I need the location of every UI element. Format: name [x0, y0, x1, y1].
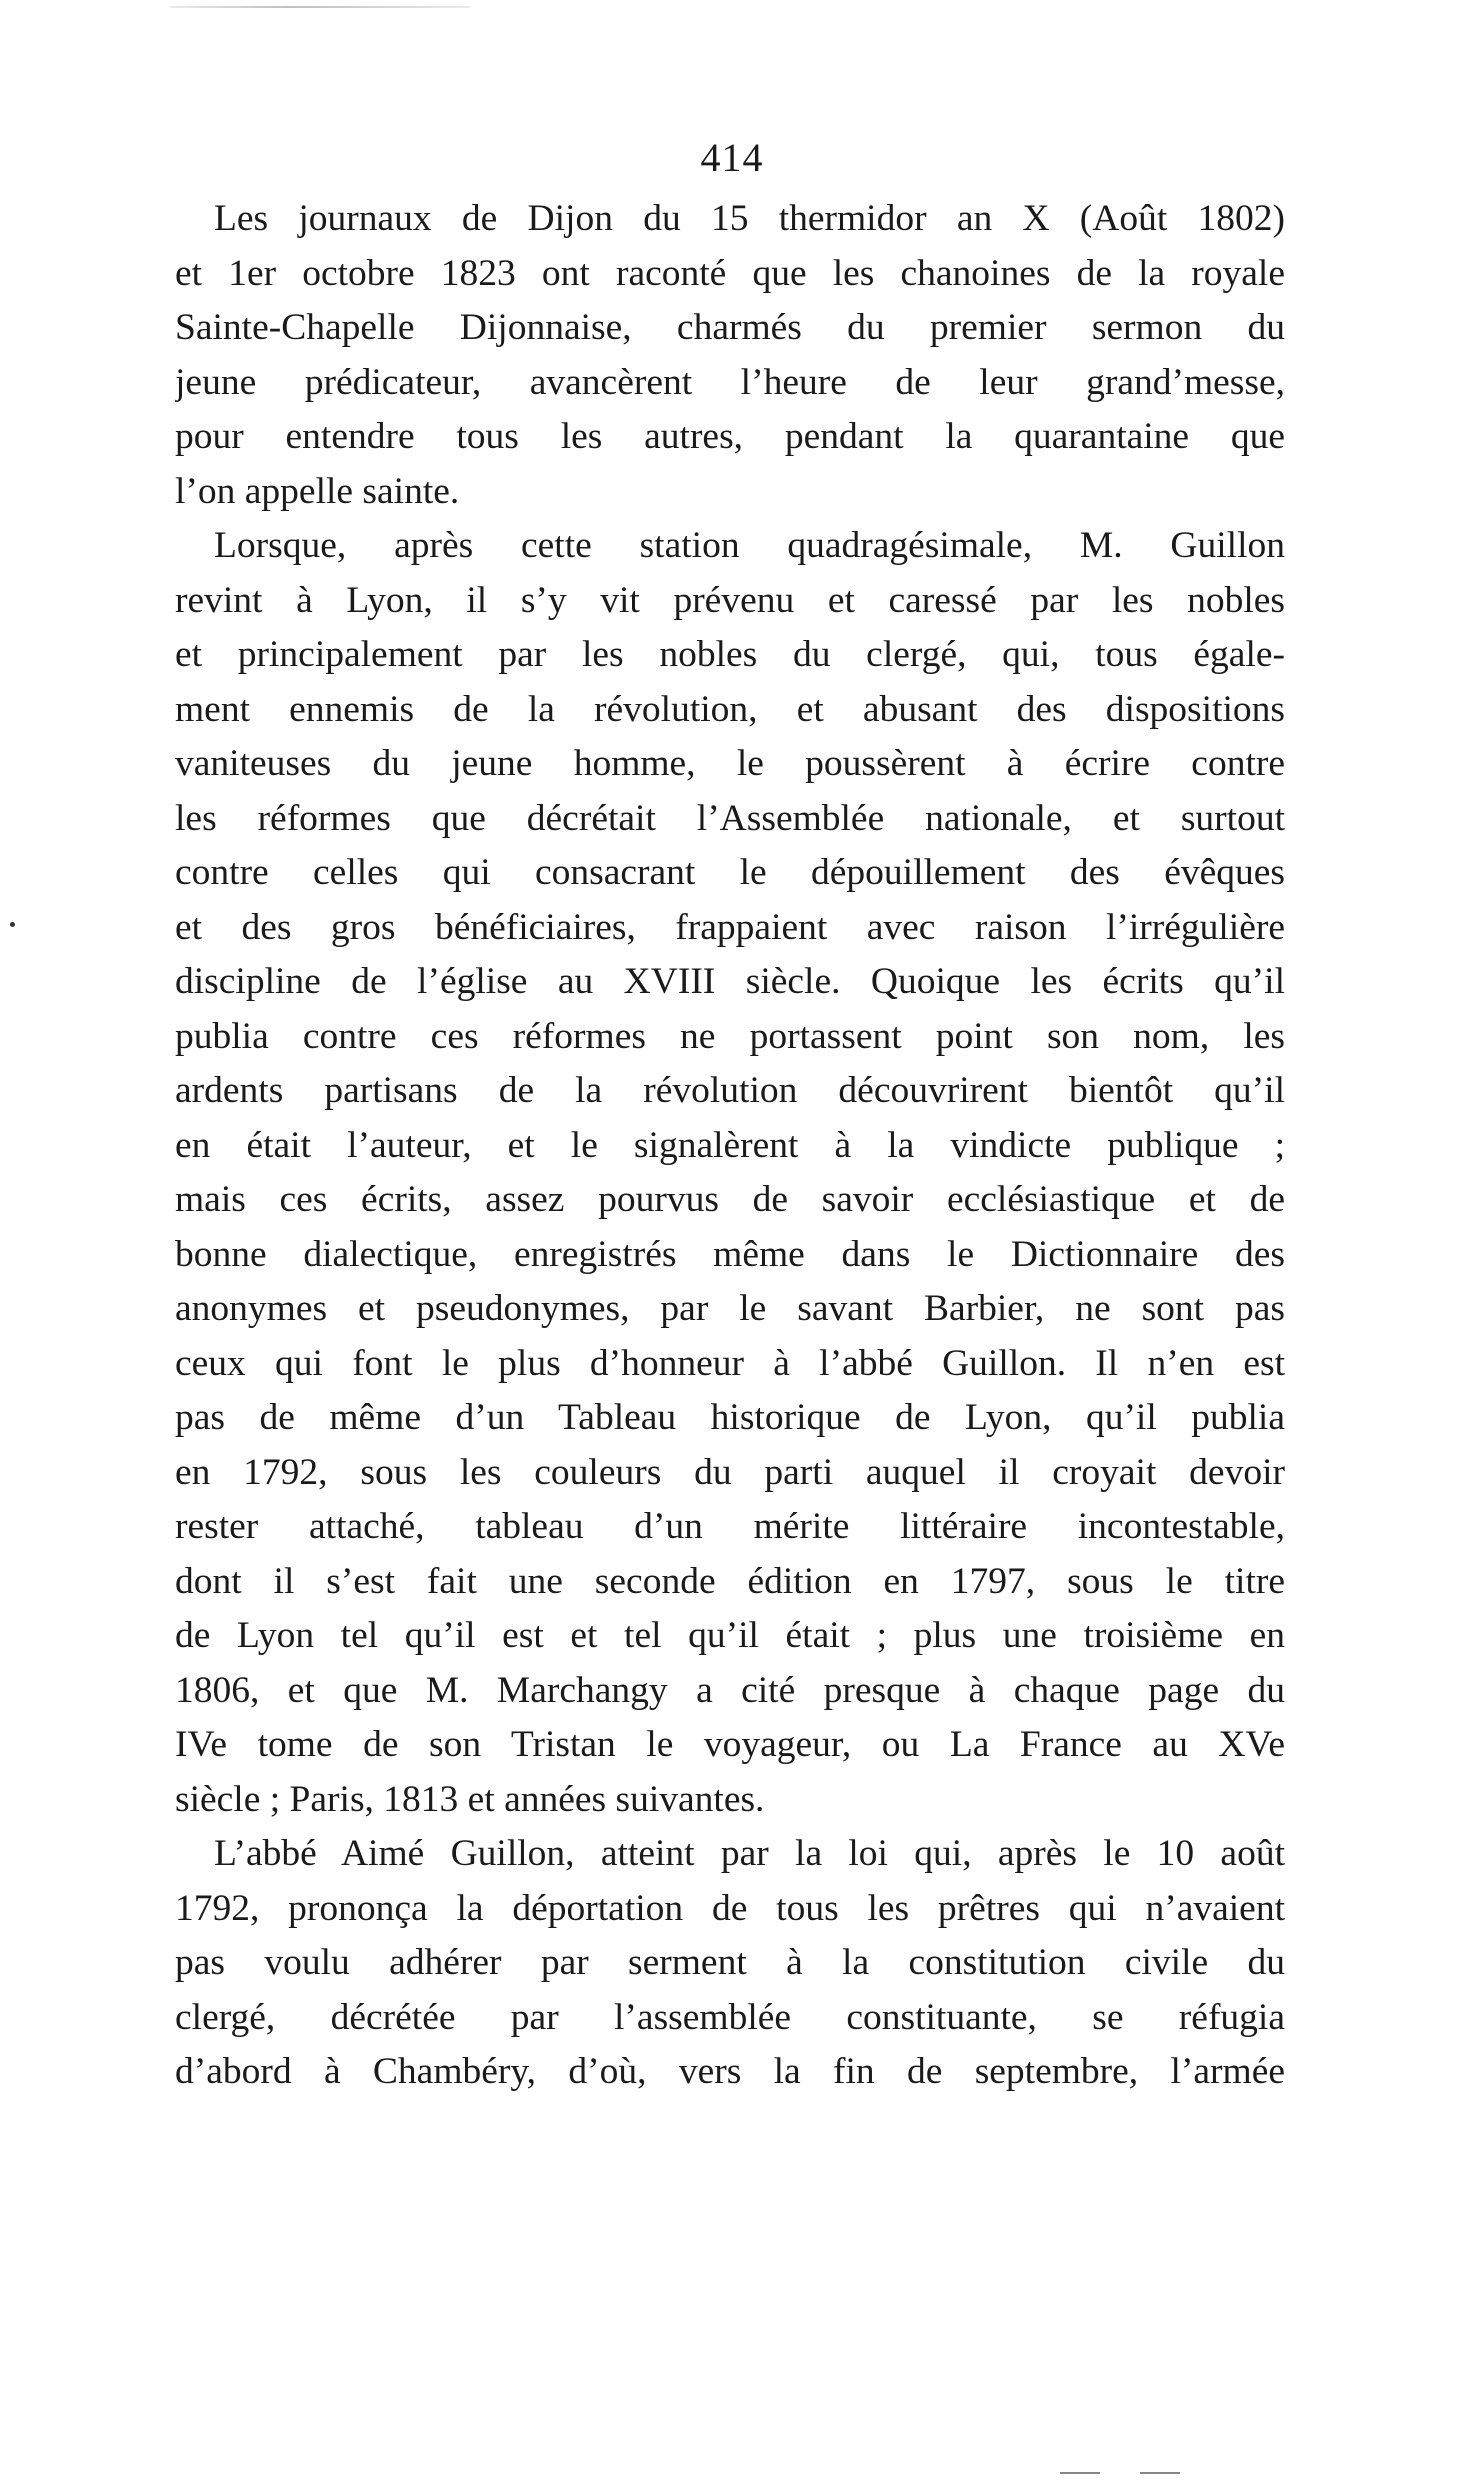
text-line: les réformes que décrétait l’Assemblée nationale, et surtout: [175, 797, 1285, 839]
bottom-rule: [1140, 2472, 1180, 2474]
text-line: contre celles qui consacrant le dépouillement des évêques: [175, 852, 1285, 893]
text-line: ardents partisans de la révolution découvrirent bientôt qu’il: [175, 1070, 1285, 1111]
paragraph-1: [175, 192, 1285, 519]
text-line: discipline de l’église au XVIII siècle. Quoique les écrits qu’il: [175, 961, 1285, 1002]
text-line: ceux qui font le plus d’honneur à l’abbé Guillon. Il n’en est: [175, 1342, 1285, 1384]
text-line: 1792, prononça la déportation de tous les prêtres qui n’avaient: [175, 1887, 1285, 1929]
text-line: en était l’auteur, et le signalèrent à la vindicte publique ;: [175, 1124, 1285, 1166]
text-line: dont il s’est fait une seconde édition en 1797, sous le titre: [175, 1560, 1285, 1602]
text-line: IVe tome de son Tristan le voyageur, ou La France au XVe: [175, 1724, 1285, 1765]
text-line: d’abord à Chambéry, d’où, vers la fin de septembre, l’armée: [175, 2051, 1285, 2092]
text-line: siècle ; Paris, 1813 et années suivantes.: [175, 1778, 765, 1820]
text-line: pas de même d’un Tableau historique de Lyon, qu’il publia: [175, 1397, 1285, 1438]
bottom-rule: [1060, 2472, 1100, 2474]
text-line: 1806, et que M. Marchangy a cité presque à chaque page du: [175, 1669, 1285, 1711]
text-line: clergé, décrétée par l’assemblée constituante, se réfugia: [175, 1996, 1285, 2038]
text-line: Les journaux de Dijon du 15 thermidor an X (Août 1802): [214, 198, 1285, 239]
text-line: vaniteuses du jeune homme, le poussèrent à écrire contre: [175, 743, 1285, 784]
text-line: et des gros bénéficiaires, frappaient avec raison l’irrégulière: [175, 906, 1285, 948]
text-line: mais ces écrits, assez pourvus de savoir ecclésiastique et de: [175, 1179, 1285, 1220]
text-line: pas voulu adhérer par serment à la constitution civile du: [175, 1942, 1285, 1983]
text-line: et principalement par les nobles du clergé, qui, tous égale-: [175, 634, 1285, 675]
text-line: rester attaché, tableau d’un mérite littéraire incontestable,: [175, 1506, 1285, 1547]
paragraph-3: [175, 1827, 1285, 2100]
top-rule: [170, 6, 470, 8]
text-line: l’on appelle sainte.: [175, 470, 460, 512]
text-line: L’abbé Aimé Guillon, atteint par la loi qui, après le 10 août: [214, 1833, 1285, 1874]
text-line: ment ennemis de la révolution, et abusant des dispositions: [175, 688, 1285, 730]
text-line: anonymes et pseudonymes, par le savant Barbier, ne sont pas: [175, 1288, 1285, 1329]
text-line: bonne dialectique, enregistrés même dans le Dictionnaire des: [175, 1233, 1285, 1275]
text-line: jeune prédicateur, avancèrent l’heure de leur grand’messe,: [175, 361, 1285, 403]
margin-mark: [10, 922, 15, 927]
text-line: en 1792, sous les couleurs du parti auquel il croyait devoir: [175, 1451, 1285, 1493]
text-line: publia contre ces réformes ne portassent point son nom, les: [175, 1015, 1285, 1057]
paragraph-2: [175, 519, 1285, 1827]
text-line: de Lyon tel qu’il est et tel qu’il était ; plus une troisième en: [175, 1615, 1285, 1656]
text-line: revint à Lyon, il s’y vit prévenu et caressé par les nobles: [175, 579, 1285, 621]
text-line: Sainte-Chapelle Dijonnaise, charmés du premier sermon du: [175, 307, 1285, 348]
text-line: pour entendre tous les autres, pendant la quarantaine que: [175, 416, 1285, 457]
body-text: [175, 192, 1285, 2100]
page-number: 414: [700, 135, 764, 180]
text-line: et 1er octobre 1823 ont raconté que les chanoines de la royale: [175, 252, 1285, 294]
text-line: Lorsque, après cette station quadragésimale, M. Guillon: [214, 525, 1285, 566]
